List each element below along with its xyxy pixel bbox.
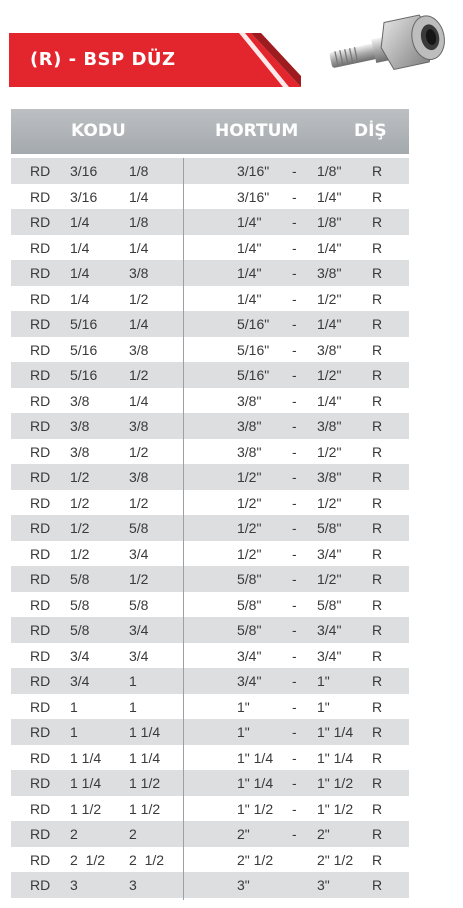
- row-hortum-2: 3/8": [317, 418, 342, 434]
- row-dis: R: [372, 877, 383, 893]
- row-kodu-1: 1/4: [70, 239, 90, 256]
- row-hortum-2: 5/8": [317, 520, 342, 536]
- row-hortum-1: 1/2": [237, 520, 262, 536]
- row-kodu-1: 1/2: [70, 520, 90, 536]
- column-header-hortum: HORTUM: [215, 121, 299, 141]
- table-row: [11, 566, 409, 592]
- row-code: RD: [30, 622, 51, 638]
- column-divider: [183, 158, 184, 900]
- row-hortum-1: 3/16": [237, 163, 270, 179]
- row-dash: -: [292, 622, 297, 638]
- row-hortum-1: 1/4": [237, 265, 262, 281]
- row-hortum-2: 3/8": [317, 469, 342, 485]
- row-code: RD: [30, 392, 51, 409]
- row-hortum-2: 3/8": [317, 265, 342, 281]
- row-code: RD: [30, 494, 51, 511]
- row-code: RD: [30, 341, 51, 358]
- row-dash: -: [292, 469, 297, 485]
- row-hortum-1: 5/8": [237, 622, 262, 638]
- row-hortum-1: 5/8": [237, 571, 262, 587]
- row-hortum-1: 2": [237, 826, 250, 842]
- row-dis: R: [372, 443, 383, 460]
- row-dis: R: [372, 800, 383, 817]
- row-dash: -: [292, 265, 297, 281]
- row-hortum-1: 2" 1/2: [237, 851, 274, 868]
- row-kodu-2: 1: [129, 698, 137, 715]
- row-hortum-1: 3/8": [237, 392, 262, 409]
- row-dis: R: [372, 367, 383, 383]
- row-dash: -: [292, 800, 297, 817]
- row-kodu-1: 1/2: [70, 494, 90, 511]
- row-hortum-1: 1": [237, 698, 250, 715]
- table-row: [11, 821, 409, 847]
- row-kodu-2: 3/8: [129, 418, 149, 434]
- row-hortum-2: 1/2": [317, 494, 342, 511]
- row-dash: -: [292, 443, 297, 460]
- row-dis: R: [372, 545, 383, 562]
- row-dash: -: [292, 290, 297, 307]
- row-kodu-2: 1/2: [129, 571, 149, 587]
- row-code: RD: [30, 520, 51, 536]
- row-dis: R: [372, 571, 383, 587]
- row-kodu-2: 1/2: [129, 443, 149, 460]
- row-dis: R: [372, 469, 383, 485]
- row-hortum-2: 1/4": [317, 239, 342, 256]
- row-dis: R: [372, 673, 383, 689]
- table-row: [11, 719, 409, 745]
- row-hortum-2: 2" 1/2: [317, 851, 354, 868]
- table-row: [11, 413, 409, 439]
- row-code: RD: [30, 571, 51, 587]
- row-kodu-2: 1/2: [129, 290, 149, 307]
- row-dash: -: [292, 724, 297, 740]
- row-dash: -: [292, 775, 297, 791]
- row-hortum-1: 1": [237, 724, 250, 740]
- row-hortum-2: 5/8": [317, 596, 342, 613]
- row-kodu-2: 3/4: [129, 622, 149, 638]
- table-row: [11, 158, 409, 184]
- row-dis: R: [372, 239, 383, 256]
- table-row: [11, 668, 409, 694]
- row-code: RD: [30, 214, 51, 230]
- table-row: [11, 490, 409, 516]
- table-row: [11, 464, 409, 490]
- row-dash: -: [292, 647, 297, 664]
- row-kodu-1: 2 1/2: [70, 851, 106, 868]
- row-dis: R: [372, 290, 383, 307]
- row-hortum-1: 3": [237, 877, 250, 893]
- table-row: [11, 617, 409, 643]
- row-code: RD: [30, 367, 51, 383]
- row-kodu-2: 1 1/2: [129, 800, 161, 817]
- row-code: RD: [30, 188, 51, 205]
- row-kodu-1: 3/16: [70, 163, 98, 179]
- row-kodu-1: 1 1/4: [70, 775, 102, 791]
- table-row: [11, 337, 409, 363]
- row-hortum-1: 1" 1/4: [237, 775, 274, 791]
- bsp-straight-fitting-icon: [325, 6, 453, 86]
- row-code: RD: [30, 800, 51, 817]
- row-dash: -: [292, 494, 297, 511]
- row-dash: -: [292, 673, 297, 689]
- row-hortum-2: 1" 1/4: [317, 749, 354, 766]
- row-hortum-1: 1" 1/2: [237, 800, 274, 817]
- row-hortum-1: 1/4": [237, 290, 262, 307]
- row-dis: R: [372, 316, 383, 332]
- table-row: [11, 847, 409, 873]
- row-dis: R: [372, 775, 383, 791]
- row-kodu-2: 3/8: [129, 341, 149, 358]
- row-code: RD: [30, 673, 51, 689]
- row-hortum-1: 5/16": [237, 367, 270, 383]
- column-header-dis: DİŞ: [354, 121, 387, 141]
- row-hortum-2: 1/2": [317, 443, 342, 460]
- row-hortum-2: 1" 1/4: [317, 724, 354, 740]
- row-hortum-1: 1/4": [237, 239, 262, 256]
- table-row: [11, 796, 409, 822]
- row-dis: R: [372, 341, 383, 358]
- row-dash: -: [292, 418, 297, 434]
- row-kodu-1: 1: [70, 724, 78, 740]
- row-kodu-1: 2: [70, 826, 78, 842]
- row-code: RD: [30, 163, 51, 179]
- row-hortum-2: 2": [317, 826, 330, 842]
- row-dis: R: [372, 188, 383, 205]
- row-hortum-2: 1/2": [317, 290, 342, 307]
- table-row: [11, 260, 409, 286]
- row-hortum-1: 3/16": [237, 188, 270, 205]
- row-dis: R: [372, 647, 383, 664]
- row-code: RD: [30, 316, 51, 332]
- table-row: [11, 209, 409, 235]
- row-code: RD: [30, 724, 51, 740]
- row-kodu-2: 5/8: [129, 596, 149, 613]
- table-row: [11, 541, 409, 567]
- row-hortum-2: 1" 1/2: [317, 800, 354, 817]
- row-dash: -: [292, 749, 297, 766]
- row-dash: -: [292, 367, 297, 383]
- row-dash: -: [292, 163, 297, 179]
- row-dash: -: [292, 545, 297, 562]
- table-row: [11, 184, 409, 210]
- row-kodu-2: 1/4: [129, 188, 149, 205]
- row-dash: -: [292, 188, 297, 205]
- row-kodu-2: 1/8: [129, 163, 149, 179]
- row-code: RD: [30, 469, 51, 485]
- row-kodu-1: 5/16: [70, 367, 98, 383]
- row-kodu-2: 1/2: [129, 494, 149, 511]
- row-kodu-1: 1/2: [70, 545, 90, 562]
- row-code: RD: [30, 698, 51, 715]
- row-hortum-2: 1": [317, 673, 330, 689]
- row-code: RD: [30, 418, 51, 434]
- row-code: RD: [30, 826, 51, 842]
- table-row: [11, 770, 409, 796]
- table-row: [11, 286, 409, 312]
- row-kodu-2: 1 1/4: [129, 749, 161, 766]
- row-kodu-1: 5/8: [70, 596, 90, 613]
- row-kodu-1: 3/8: [70, 418, 90, 434]
- row-kodu-1: 3/8: [70, 392, 90, 409]
- row-hortum-2: 1/4": [317, 392, 342, 409]
- row-code: RD: [30, 775, 51, 791]
- row-hortum-1: 3/4": [237, 673, 262, 689]
- row-kodu-1: 1 1/4: [70, 749, 102, 766]
- row-dash: -: [292, 596, 297, 613]
- row-kodu-1: 1/2: [70, 469, 90, 485]
- row-dis: R: [372, 520, 383, 536]
- row-hortum-2: 1": [317, 698, 330, 715]
- row-kodu-2: 1/4: [129, 239, 149, 256]
- row-kodu-2: 1/4: [129, 392, 149, 409]
- row-kodu-2: 3: [129, 877, 137, 893]
- table-row: [11, 592, 409, 618]
- row-hortum-1: 5/16": [237, 316, 270, 332]
- row-hortum-2: 3": [317, 877, 330, 893]
- row-dis: R: [372, 392, 383, 409]
- row-hortum-2: 3/4": [317, 647, 342, 664]
- table-row: [11, 643, 409, 669]
- row-kodu-1: 3/16: [70, 188, 98, 205]
- row-dis: R: [372, 698, 383, 715]
- table-row: [11, 439, 409, 465]
- row-dash: -: [292, 239, 297, 256]
- column-header-kodu: KODU: [71, 121, 126, 141]
- row-kodu-1: 3/4: [70, 673, 90, 689]
- row-code: RD: [30, 290, 51, 307]
- row-code: RD: [30, 851, 51, 868]
- table-row: [11, 362, 409, 388]
- row-kodu-2: 1/8: [129, 214, 149, 230]
- row-kodu-1: 3: [70, 877, 78, 893]
- row-dis: R: [372, 418, 383, 434]
- row-dash: -: [292, 392, 297, 409]
- row-dash: -: [292, 571, 297, 587]
- row-kodu-2: 1/4: [129, 316, 149, 332]
- row-kodu-2: 3/8: [129, 265, 149, 281]
- row-kodu-1: 1: [70, 698, 78, 715]
- row-dis: R: [372, 494, 383, 511]
- table-row: [11, 745, 409, 771]
- row-kodu-2: 2 1/2: [129, 851, 165, 868]
- row-dis: R: [372, 622, 383, 638]
- row-code: RD: [30, 265, 51, 281]
- row-dash: -: [292, 341, 297, 358]
- row-hortum-1: 5/16": [237, 341, 270, 358]
- row-code: RD: [30, 596, 51, 613]
- row-kodu-2: 1: [129, 673, 137, 689]
- row-kodu-1: 5/8: [70, 622, 90, 638]
- row-kodu-2: 1/2: [129, 367, 149, 383]
- row-dis: R: [372, 851, 383, 868]
- row-dash: -: [292, 214, 297, 230]
- row-kodu-2: 2: [129, 826, 137, 842]
- row-code: RD: [30, 647, 51, 664]
- row-kodu-1: 1/4: [70, 214, 90, 230]
- row-code: RD: [30, 877, 51, 893]
- row-dash: -: [292, 698, 297, 715]
- row-dash: -: [292, 826, 297, 842]
- row-hortum-2: 1/2": [317, 367, 342, 383]
- row-dis: R: [372, 214, 383, 230]
- row-dis: R: [372, 265, 383, 281]
- table-row: [11, 235, 409, 261]
- row-dash: -: [292, 520, 297, 536]
- row-hortum-1: 1/4": [237, 214, 262, 230]
- row-kodu-1: 5/16: [70, 341, 98, 358]
- row-dis: R: [372, 163, 383, 179]
- table-row: [11, 694, 409, 720]
- table-row: [11, 872, 409, 898]
- row-hortum-1: 1/2": [237, 494, 262, 511]
- row-code: RD: [30, 545, 51, 562]
- page-title: (R) - BSP DÜZ: [30, 49, 176, 70]
- row-kodu-1: 3/8: [70, 443, 90, 460]
- table-row: [11, 388, 409, 414]
- row-kodu-2: 3/4: [129, 545, 149, 562]
- row-hortum-1: 1/2": [237, 469, 262, 485]
- row-hortum-1: 1" 1/4: [237, 749, 274, 766]
- row-hortum-2: 3/8": [317, 341, 342, 358]
- table-header: [11, 109, 409, 154]
- row-kodu-1: 1/4: [70, 265, 90, 281]
- row-hortum-1: 3/4": [237, 647, 262, 664]
- row-hortum-2: 1/2": [317, 571, 342, 587]
- row-hortum-2: 3/4": [317, 545, 342, 562]
- row-code: RD: [30, 443, 51, 460]
- row-hortum-1: 5/8": [237, 596, 262, 613]
- row-kodu-2: 1 1/2: [129, 775, 161, 791]
- row-kodu-2: 1 1/4: [129, 724, 161, 740]
- row-dis: R: [372, 724, 383, 740]
- row-hortum-1: 1/2": [237, 545, 262, 562]
- row-kodu-1: 1/4: [70, 290, 90, 307]
- row-hortum-1: 3/8": [237, 443, 262, 460]
- row-kodu-1: 3/4: [70, 647, 90, 664]
- table-row: [11, 311, 409, 337]
- row-hortum-1: 3/8": [237, 418, 262, 434]
- row-hortum-2: 1/8": [317, 214, 342, 230]
- row-dis: R: [372, 749, 383, 766]
- row-hortum-2: 3/4": [317, 622, 342, 638]
- row-dis: R: [372, 596, 383, 613]
- table-body: [11, 158, 409, 898]
- row-kodu-2: 3/4: [129, 647, 149, 664]
- row-kodu-1: 1 1/2: [70, 800, 102, 817]
- row-hortum-2: 1/4": [317, 188, 342, 205]
- row-hortum-2: 1" 1/2: [317, 775, 354, 791]
- row-code: RD: [30, 749, 51, 766]
- row-hortum-2: 1/4": [317, 316, 342, 332]
- row-kodu-2: 3/8: [129, 469, 149, 485]
- row-kodu-1: 5/8: [70, 571, 90, 587]
- row-hortum-2: 1/8": [317, 163, 342, 179]
- spec-table: [11, 109, 409, 898]
- row-code: RD: [30, 239, 51, 256]
- row-kodu-2: 5/8: [129, 520, 149, 536]
- table-row: [11, 515, 409, 541]
- row-kodu-1: 5/16: [70, 316, 98, 332]
- row-dis: R: [372, 826, 383, 842]
- row-dash: -: [292, 316, 297, 332]
